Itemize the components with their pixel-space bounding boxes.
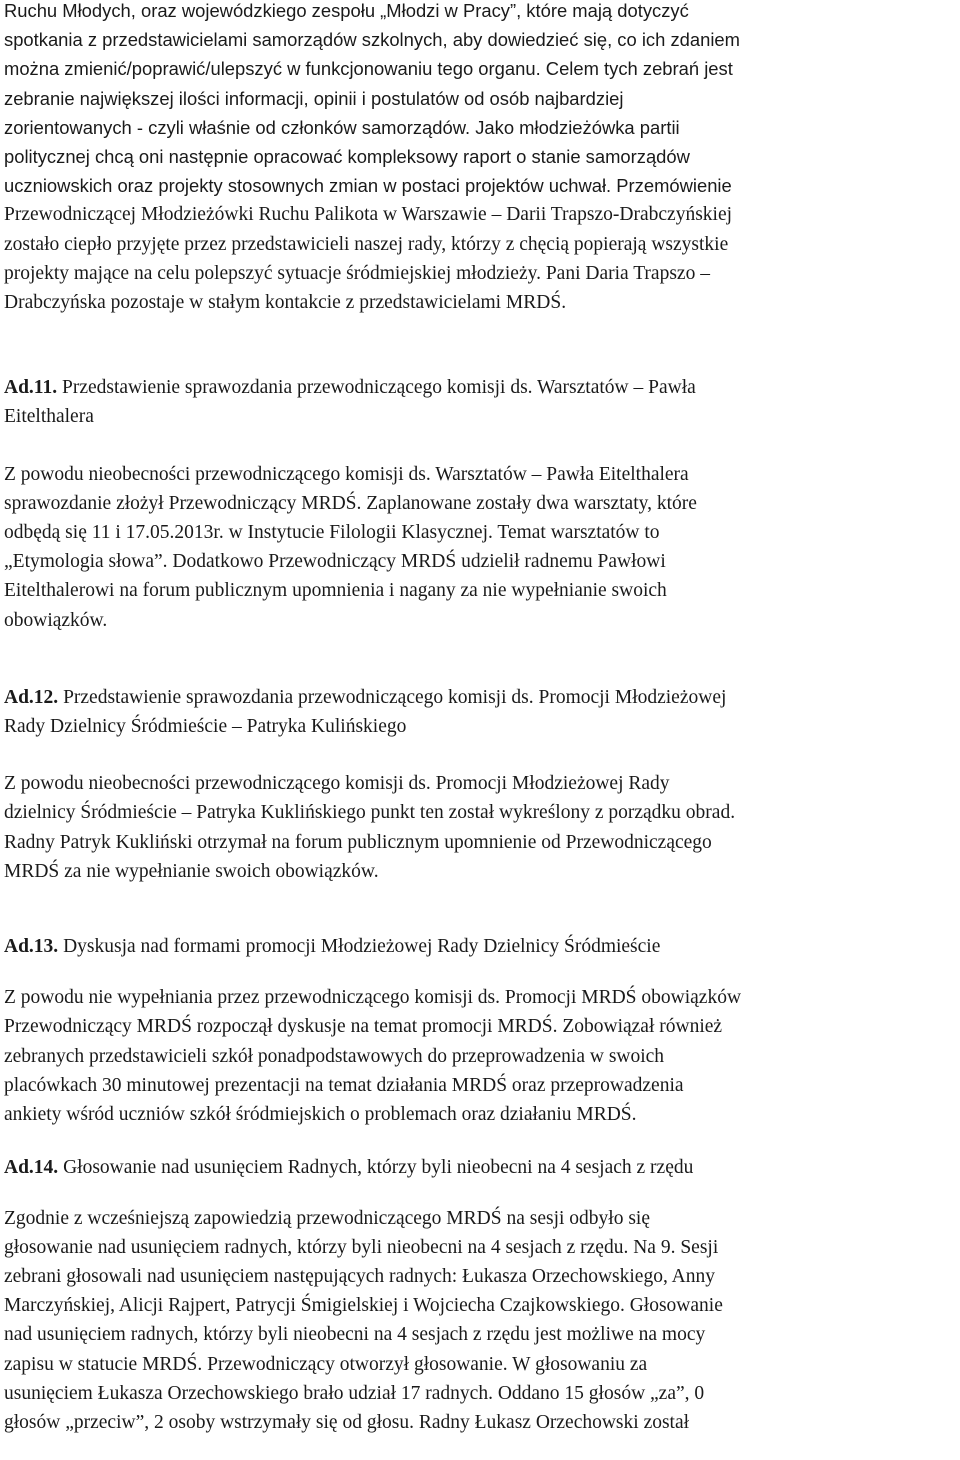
heading-line <box>4 1153 952 1182</box>
document-page <box>4 0 952 1437</box>
ad11-heading <box>4 373 952 431</box>
paragraph-line: uczniowskich oraz projekty stosownych zmian w postaci projektów uchwał. Przemówienie <box>4 175 732 197</box>
paragraph-line: Przewodniczący MRDŚ rozpoczął dyskusje na temat promocji MRDŚ. Zobowiązał również <box>4 1016 723 1038</box>
paragraph-line: „Etymologia słowa”. Dodatkowo Przewodniczący MRDŚ udzielił radnemu Pawłowi <box>4 551 666 573</box>
heading-line: Rady Dzielnicy Śródmieście – Patryka Kulińskiego <box>4 716 407 738</box>
paragraph-line: sprawozdanie złożył Przewodniczący MRDŚ. Zaplanowane zostały dwa warsztaty, które <box>4 492 697 514</box>
spacer <box>4 635 952 683</box>
paragraph-line: Z powodu nie wypełniania przez przewodniczącego komisji ds. Promocji MRDŚ obowiązków <box>4 987 742 1009</box>
spacer <box>4 317 952 373</box>
spacer <box>4 961 952 983</box>
heading-line <box>4 932 952 961</box>
ad14-body <box>4 1204 952 1438</box>
paragraph-line: usunięciem Łukasza Orzechowskiego brało udział 17 radnych. Oddano 15 głosów „za”, 0 <box>4 1382 705 1404</box>
intro-paragraph <box>4 0 952 317</box>
paragraph-line: Drabczyńska pozostaje w stałym kontakcie z przedstawicielami MRDŚ. <box>4 292 567 314</box>
paragraph-line: Eitelthalerowi na forum publicznym upomnienia i nagany za nie wypełnianie swoich <box>4 580 667 602</box>
paragraph-line: Przewodniczącej Młodzieżówki Ruchu Palikota w Warszawie – Darii Trapszo-Drabczyńskiej <box>4 204 733 226</box>
item-number: Ad.12. <box>4 686 59 708</box>
paragraph-line: dzielnicy Śródmieście – Patryka Kuklińskiego punkt ten został wykreślony z porządku obrad. <box>4 802 736 824</box>
paragraph-line: nad usunięciem radnych, którzy byli nieobecni na 4 sesjach z rzędu jest możliwe na mocy <box>4 1324 706 1346</box>
heading-text: Przedstawienie sprawozdania przewodniczącego komisji ds. Promocji Młodzieżowej <box>58 686 727 708</box>
paragraph-line: zebrani głosowali nad usunięciem następujących radnych: Łukasza Orzechowskiego, Anny <box>4 1265 715 1287</box>
heading-text: Dyskusja nad formami promocji Młodzieżowej Rady Dzielnicy Śródmieście <box>58 936 661 958</box>
paragraph-line: Radny Patryk Kukliński otrzymał na forum publicznym upomnienie od Przewodniczącego <box>4 831 712 853</box>
paragraph-line: zostało ciepło przyjęte przez przedstawicieli naszej rady, którzy z chęcią popierają wszystkie <box>4 233 729 255</box>
paragraph-line: głosów „przeciw”, 2 osoby wstrzymały się od głosu. Radny Łukasz Orzechowski został <box>4 1411 690 1433</box>
spacer <box>4 886 952 932</box>
paragraph-line: obowiązków. <box>4 609 108 631</box>
paragraph-line: zapisu w statucie MRDŚ. Przewodniczący otworzył głosowanie. W głosowaniu za <box>4 1353 648 1375</box>
ad14-heading <box>4 1153 952 1182</box>
paragraph-line: można zmienić/poprawić/ulepszyć w funkcjonowaniu tego organu. Celem tych zebrań jest <box>4 58 733 80</box>
paragraph-line: odbędą się 11 i 17.05.2013r. w Instytucie Filologii Klasycznej. Temat warsztatów to <box>4 522 660 544</box>
paragraph-line: MRDŚ za nie wypełnianie swoich obowiązków. <box>4 860 379 882</box>
item-number: Ad.13. <box>4 936 59 958</box>
ad12-heading <box>4 683 952 741</box>
paragraph-line: Z powodu nieobecności przewodniczącego komisji ds. Promocji Młodzieżowej Rady <box>4 773 670 795</box>
spacer <box>4 741 952 769</box>
heading-text: Przedstawienie sprawozdania przewodniczącego komisji ds. Warsztatów – Pawła <box>57 377 696 399</box>
paragraph-line: zorientowanych - czyli właśnie od członków samorządów. Jako młodzieżówka partii <box>4 116 680 138</box>
item-number: Ad.14. <box>4 1157 59 1179</box>
item-number: Ad.11. <box>4 377 58 399</box>
heading-line <box>4 373 952 402</box>
paragraph-line: politycznej chcą oni następnie opracować kompleksowy raport o stanie samorządów <box>4 146 690 168</box>
ad12-body <box>4 769 952 886</box>
heading-line <box>4 683 952 712</box>
paragraph-line: Zgodnie z wcześniejszą zapowiedzią przewodniczącego MRDŚ na sesji odbyło się <box>4 1207 650 1229</box>
ad11-body <box>4 460 952 635</box>
ad13-body <box>4 983 952 1129</box>
paragraph-line: Marczyńskiej, Alicji Rajpert, Patrycji Śmigielskiej i Wojciecha Czajkowskiego. Głosowanie <box>4 1295 723 1317</box>
spacer <box>4 1183 952 1204</box>
paragraph-line: zebranie największej ilości informacji, opinii i postulatów od osób najbardziej <box>4 87 624 109</box>
paragraph-line: zebranych przedstawicieli szkół ponadpodstawowych do przeprowadzenia w swoich <box>4 1045 665 1067</box>
spacer <box>4 432 952 460</box>
paragraph-line: ankiety wśród uczniów szkół śródmiejskich o problemach oraz działaniu MRDŚ. <box>4 1104 637 1126</box>
paragraph-line: placówkach 30 minutowej prezentacji na temat działania MRDŚ oraz przeprowadzenia <box>4 1074 684 1096</box>
paragraph-line: głosowanie nad usunięciem radnych, którzy byli nieobecni na 4 sesjach z rzędu. Na 9. Sesji <box>4 1236 719 1258</box>
heading-text: Głosowanie nad usunięciem Radnych, którzy byli nieobecni na 4 sesjach z rzędu <box>58 1157 694 1179</box>
ad13-heading <box>4 932 952 961</box>
paragraph-line: projekty mające na celu polepszyć sytuacje śródmiejskiej młodzieży. Pani Daria Trapszo – <box>4 262 710 284</box>
paragraph-line: spotkania z przedstawicielami samorządów szkolnych, aby dowiedzieć się, co ich zdaniem <box>4 29 740 51</box>
paragraph-line: Z powodu nieobecności przewodniczącego komisji ds. Warsztatów – Pawła Eitelthalera <box>4 463 689 485</box>
heading-line: Eitelthalera <box>4 406 94 428</box>
paragraph-line: Ruchu Młodych, oraz wojewódzkiego zespołu „Młodzi w Pracy”, które mają dotyczyć <box>4 0 689 21</box>
spacer <box>4 1129 952 1153</box>
